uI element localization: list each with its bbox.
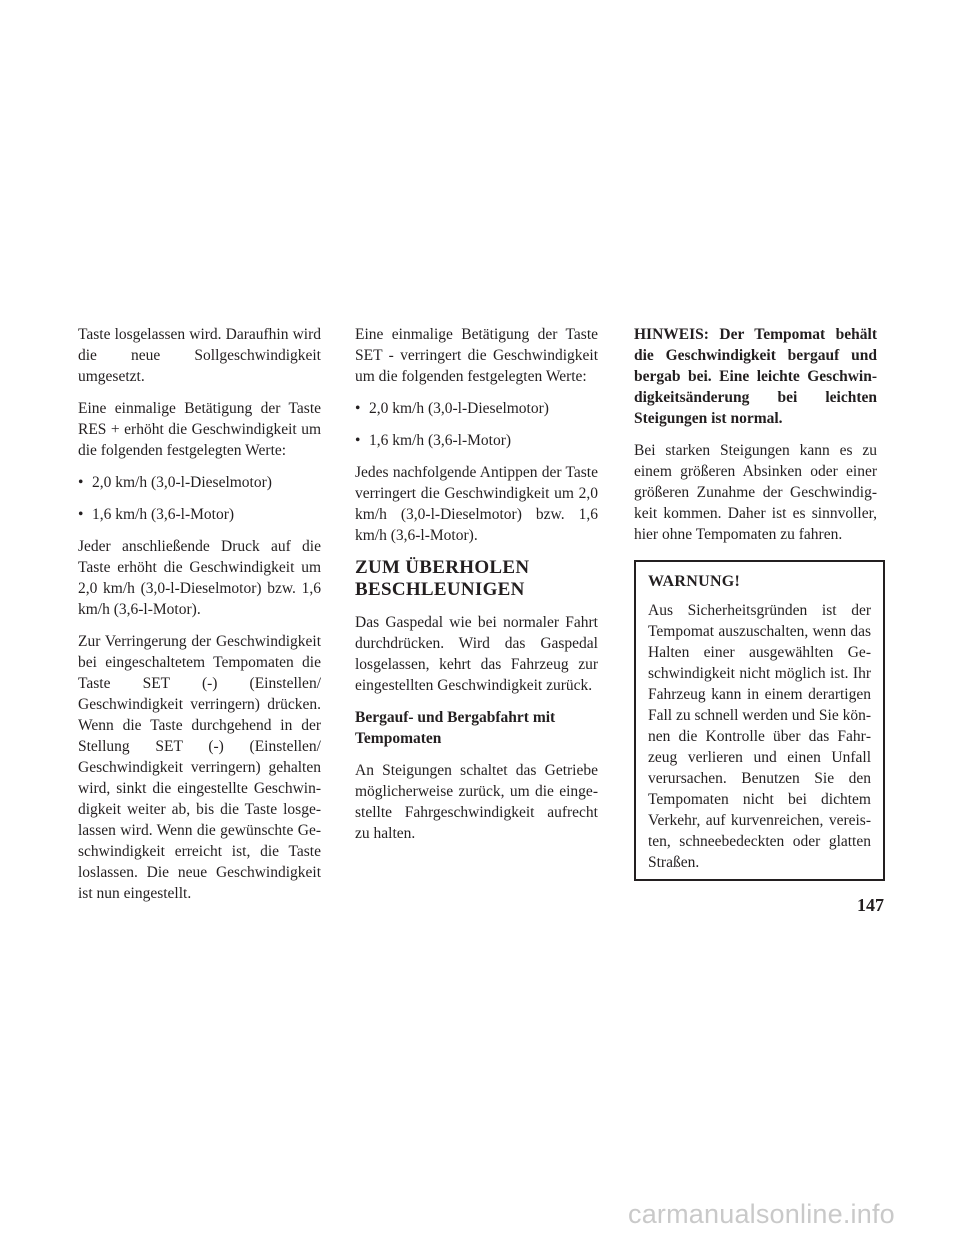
column-1 bbox=[78, 324, 321, 915]
bullet-list bbox=[355, 398, 598, 451]
watermark: carmanualsonline.info bbox=[628, 1199, 895, 1229]
list-item: • 2,0 km/h (3,0-l-Dieselmotor) bbox=[355, 398, 598, 419]
paragraph: An Steigungen schaltet das Getriebe möglicherweise zurück, um die eingestellte Fahrgeschwindigkeit aufrecht zu halten. bbox=[355, 762, 598, 842]
bullet-list bbox=[78, 472, 321, 525]
note-paragraph: HINWEIS: Der Tempomat behält die Geschwindigkeit bergauf und bergab bei. Eine leichte Geschwindigkeitsänderung bei leichten Steigungen ist normal. bbox=[634, 326, 877, 427]
paragraph: Das Gaspedal wie bei normaler Fahrt durchdrücken. Wird das Gaspedal losgelassen, kehrt das Fahrzeug zur eingestellten Geschwindigkeit zurück. bbox=[355, 614, 598, 694]
subsection-heading: Bergauf- und Bergabfahrt mit Tempomaten bbox=[355, 709, 556, 747]
section-heading: ZUM ÜBERHOLEN BESCHLEUNIGEN bbox=[355, 557, 530, 600]
paragraph: Eine einmalige Betätigung der Taste SET - verringert die Geschwindigkeit um die folgenden festgelegten Werte: bbox=[355, 326, 598, 385]
paragraph: Zur Verringerung der Geschwindigkeit bei eingeschaltetem Tempomaten die Taste SET (-) (Einstellen/ Geschwindigkeit verringern) drücken. Wenn die Taste durchgehend in der Stellung SET (-) (Einstellen/ Geschwindigkeit verringern) gehalten wird, sinkt die eingestellte Geschwindigkeit weiter ab, bis die Taste losgelassen wird. Wenn die gewünschte Geschwindigkeit erreicht ist, die Taste loslassen. Die neue Geschwindigkeit ist nun eingestellt. bbox=[78, 633, 321, 902]
paragraph: Jeder anschließende Druck auf die Taste erhöht die Geschwindigkeit um 2,0 km/h (3,0-l-Dieselmotor) bzw. 1,6 km/h (3,6-l-Motor). bbox=[78, 538, 321, 618]
list-item: • 2,0 km/h (3,0-l-Dieselmotor) bbox=[78, 472, 321, 493]
list-item: • 1,6 km/h (3,6-l-Motor) bbox=[355, 430, 598, 451]
paragraph: Taste losgelassen wird. Daraufhin wird die neue Sollgeschwindigkeit umgesetzt. bbox=[78, 326, 321, 385]
paragraph: Jedes nachfolgende Antippen der Taste verringert die Geschwindigkeit um 2,0 km/h (3,0-l-Dieselmotor) bzw. 1,6 km/h (3,6-l-Motor). bbox=[355, 464, 598, 544]
column-3 bbox=[634, 324, 877, 881]
column-2 bbox=[355, 324, 598, 855]
paragraph: Eine einmalige Betätigung der Taste RES + erhöht die Geschwindigkeit um die folgenden festgelegten Werte: bbox=[78, 400, 321, 459]
warning-box bbox=[634, 560, 885, 881]
page-number: 147 bbox=[857, 895, 884, 915]
list-item: • 1,6 km/h (3,6-l-Motor) bbox=[78, 504, 321, 525]
warning-text: Aus Sicherheitsgründen ist der Tempomat auszuschalten, wenn das Halten einer ausgewählten Geschwindigkeit nicht möglich ist. Ihr Fahrzeug kann in einem derartigen Fall zu schnell werden und Sie können die Kontrolle über das Fahrzeug verlieren und einen Unfall verursachen. Benutzen Sie den Tempomaten nicht bei dichtem Verkehr, auf kurvenreichen, vereisten, schneebedeckten oder glatten Straßen. bbox=[648, 602, 871, 871]
warning-title: WARNUNG! bbox=[648, 573, 741, 590]
paragraph: Bei starken Steigungen kann es zu einem größeren Absinken oder einer größeren Zunahme der Geschwindigkeit kommen. Daher ist es sinnvoller, hier ohne Tempomaten zu fahren. bbox=[634, 442, 877, 543]
